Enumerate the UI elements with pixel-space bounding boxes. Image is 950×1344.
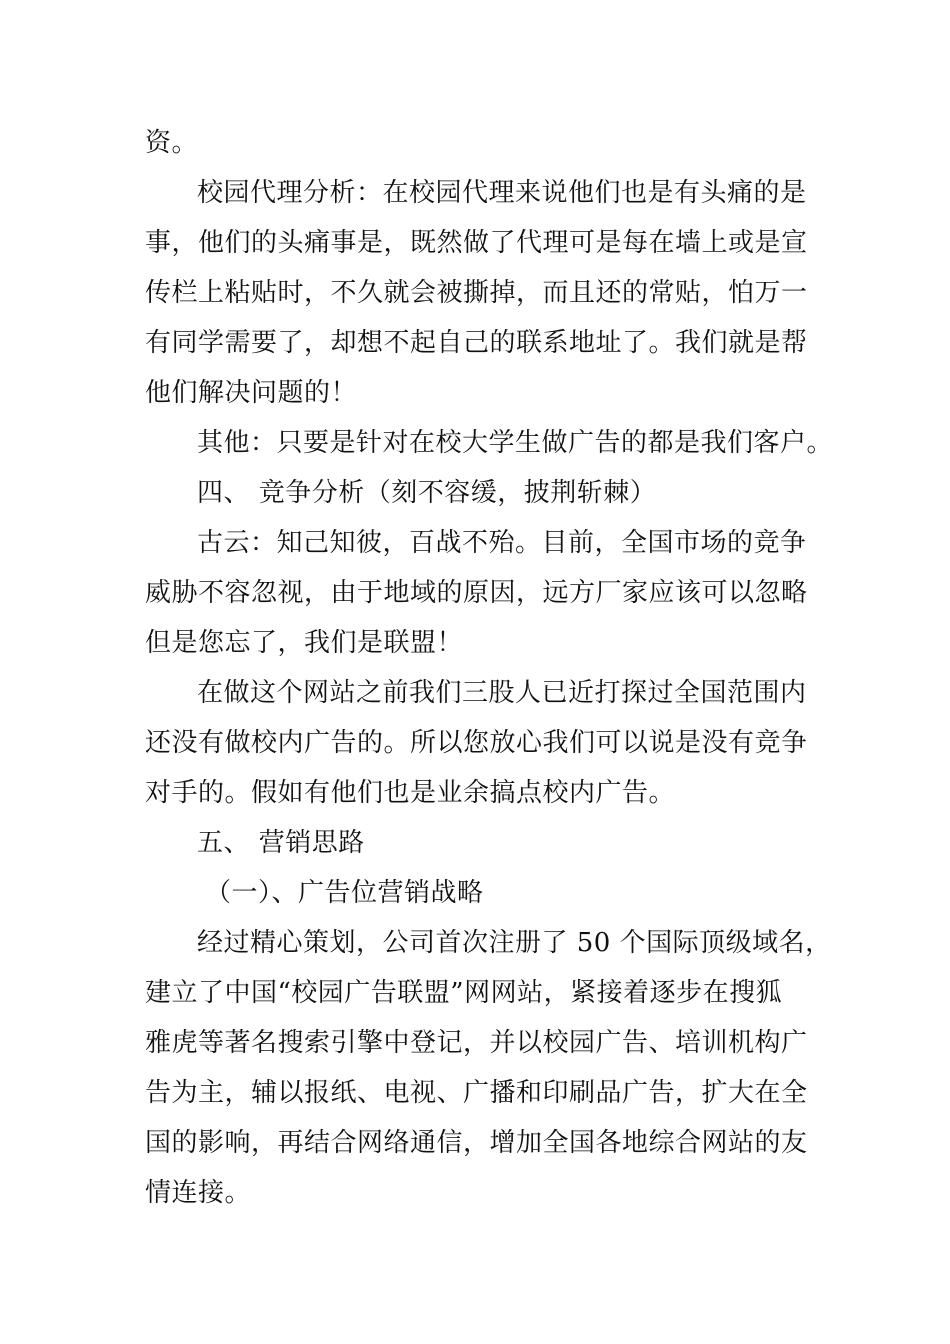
text-line: 资。 [145,128,199,158]
text-line: 有同学需要了，却想不起自己的联系地址了。我们就是帮 [145,328,808,358]
text-line: 其他：只要是针对在校大学生做广告的都是我们客户。 [197,428,834,458]
subsection-heading: （一）、广告位营销战略 [205,878,484,908]
text-line: 古云：知己知彼，百战不殆。目前，全国市场的竞争 [197,528,807,558]
text-line: 他们解决问题的！ [145,378,358,408]
text-line: 建立了中国“校园广告联盟”网网站，紧接着逐步在搜狐 [145,978,783,1008]
document-body [145,118,834,1218]
section-heading: 五、 营销思路 [197,828,365,858]
text-line: 事，他们的头痛事是，既然做了代理可是每在墙上或是宣 [145,228,808,258]
text-line: 雅虎等著名搜索引擎中登记，并以校园广告、培训机构广 [145,1028,808,1058]
text-line: 还没有做校内广告的。所以您放心我们可以说是没有竞争 [145,728,808,758]
text-line: 国的影响，再结合网络通信，增加全国各地综合网站的友 [145,1128,808,1158]
text-line: 但是您忘了，我们是联盟！ [145,628,464,658]
text-line: 在做这个网站之前我们三股人已近打探过全国范围内 [197,678,807,708]
text-line: 情连接。 [145,1178,252,1208]
text-line: 告为主，辅以报纸、电视、广播和印刷品广告，扩大在全 [145,1078,808,1108]
text-line: 经过精心策划，公司首次注册了 50 个国际顶级域名， [197,928,832,958]
text-line: 对手的。假如有他们也是业余搞点校内广告。 [145,778,676,808]
text-line: 威胁不容忽视，由于地域的原因，远方厂家应该可以忽略 [145,578,808,608]
text-line: 校园代理分析：在校园代理来说他们也是有头痛的是 [197,178,807,208]
text-line: 传栏上粘贴时，不久就会被撕掉，而且还的常贴，怕万一 [145,278,808,308]
section-heading: 四、 竞争分析（刻不容缓，披荆斩棘） [197,478,657,508]
